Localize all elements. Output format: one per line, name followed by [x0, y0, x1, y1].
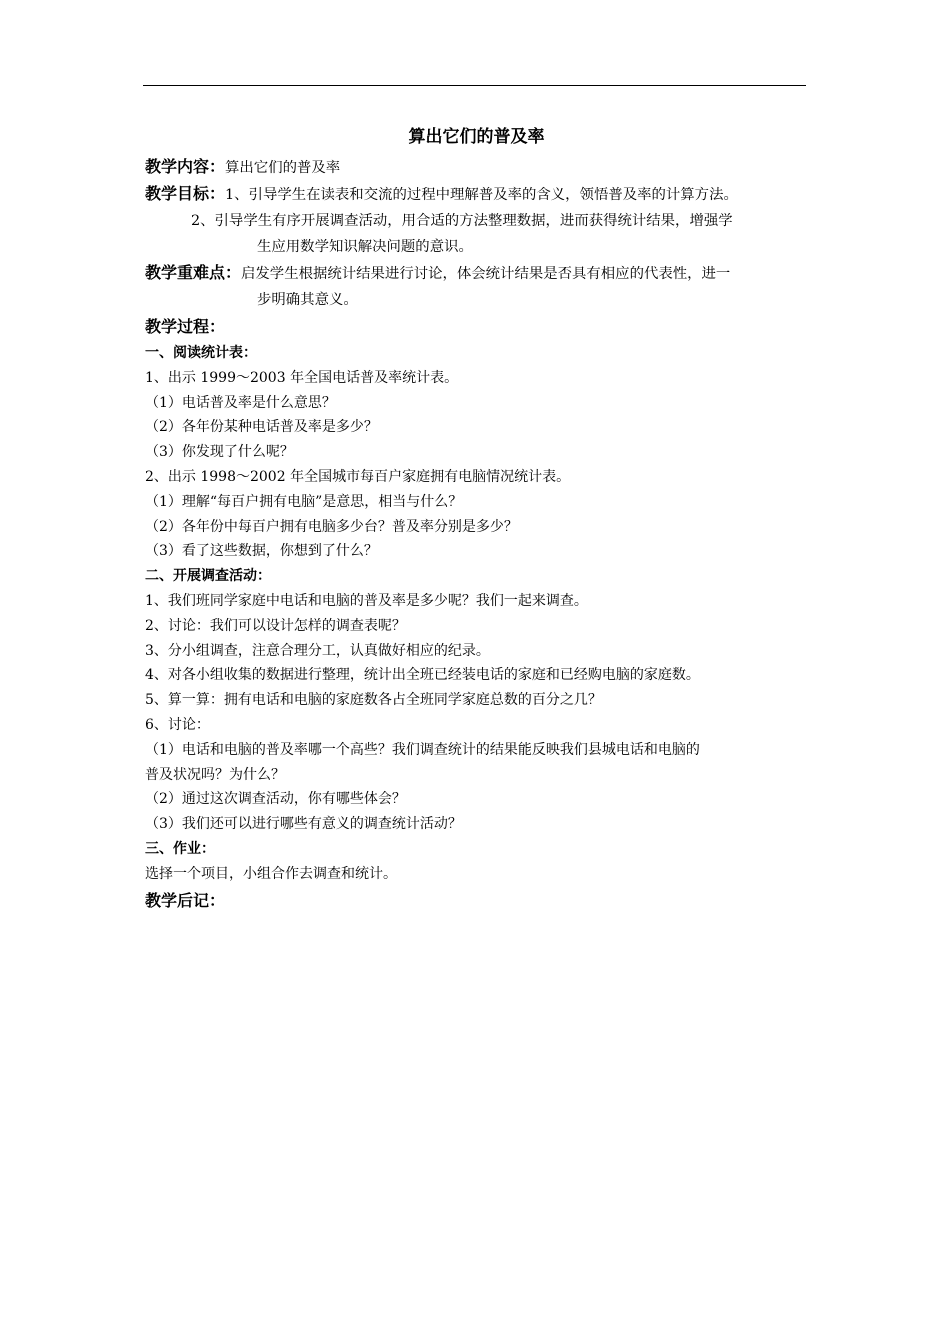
list-item: 3、分小组调查，注意合理分工，认真做好相应的纪录。 [145, 642, 490, 659]
teaching-content [145, 154, 808, 181]
document-body [145, 120, 808, 915]
teaching-objectives [145, 181, 808, 208]
header-rule [143, 85, 806, 86]
section-1-heading: 一、阅读统计表： [145, 345, 257, 361]
list-item: （1）理解“每百户拥有电脑”是意思，相当与什么？ [145, 493, 463, 510]
list-item: （2）各年份中每百户拥有电脑多少台？普及率分别是多少？ [145, 518, 518, 535]
section-2-heading: 二、开展调查活动： [145, 568, 271, 585]
list-item: （1）电话普及率是什么意思？ [145, 394, 336, 411]
list-item: 普及状况吗？为什么？ [145, 766, 285, 783]
key-points [145, 260, 808, 287]
teaching-process-label: 教学过程： [145, 317, 226, 336]
teaching-content-text: 算出它们的普及率 [225, 160, 341, 176]
objective-item-2-line-1: 2、引导学生有序开展调查活动，用合适的方法整理数据，进而获得统计结果，增强学 [191, 213, 733, 229]
teaching-objectives-label: 教学目标： [145, 184, 226, 203]
list-item: （1）电话和电脑的普及率哪一个高些？我们调查统计的结果能反映我们县城电话和电脑的 [145, 741, 700, 758]
objective-item-2-line-2: 生应用数学知识解决问题的意识。 [257, 239, 473, 255]
list-item: 5、算一算：拥有电话和电脑的家庭数各占全班同学家庭总数的百分之几？ [145, 692, 602, 709]
list-item: （3）我们还可以进行哪些有意义的调查统计活动？ [145, 816, 462, 833]
key-points-line-1: 启发学生根据统计结果进行讨论，体会统计结果是否具有相应的代表性，进一 [241, 266, 731, 282]
list-item: 4、对各小组收集的数据进行整理，统计出全班已经装电话的家庭和已经购电脑的家庭数。 [145, 667, 700, 684]
list-item: 1、我们班同学家庭中电话和电脑的普及率是多少呢？我们一起来调查。 [145, 592, 588, 609]
list-item: 2、出示 1998～2002 年全国城市每百户家庭拥有电脑情况统计表。 [145, 468, 571, 485]
list-item: 2、讨论：我们可以设计怎样的调查表呢？ [145, 617, 406, 634]
objective-item-1: 1、引导学生在读表和交流的过程中理解普及率的含义，领悟普及率的计算方法。 [225, 187, 738, 203]
list-item: （2）通过这次调查活动，你有哪些体会？ [145, 791, 406, 808]
list-item: （2）各年份某种电话普及率是多少？ [145, 419, 378, 436]
list-item: （3）你发现了什么呢？ [145, 444, 294, 461]
document-title: 算出它们的普及率 [408, 127, 545, 147]
list-item: 6、讨论： [145, 716, 210, 733]
teaching-content-label: 教学内容： [145, 157, 226, 176]
list-item: 选择一个项目，小组合作去调查和统计。 [145, 865, 397, 882]
key-points-label: 教学重难点： [145, 263, 242, 282]
postscript-label: 教学后记： [145, 890, 226, 910]
list-item: （3）看了这些数据，你想到了什么？ [145, 543, 378, 560]
list-item: 1、出示 1999～2003 年全国电话普及率统计表。 [145, 369, 459, 386]
key-points-line-2: 步明确其意义。 [257, 292, 358, 308]
section-3-heading: 三、作业： [145, 840, 215, 857]
